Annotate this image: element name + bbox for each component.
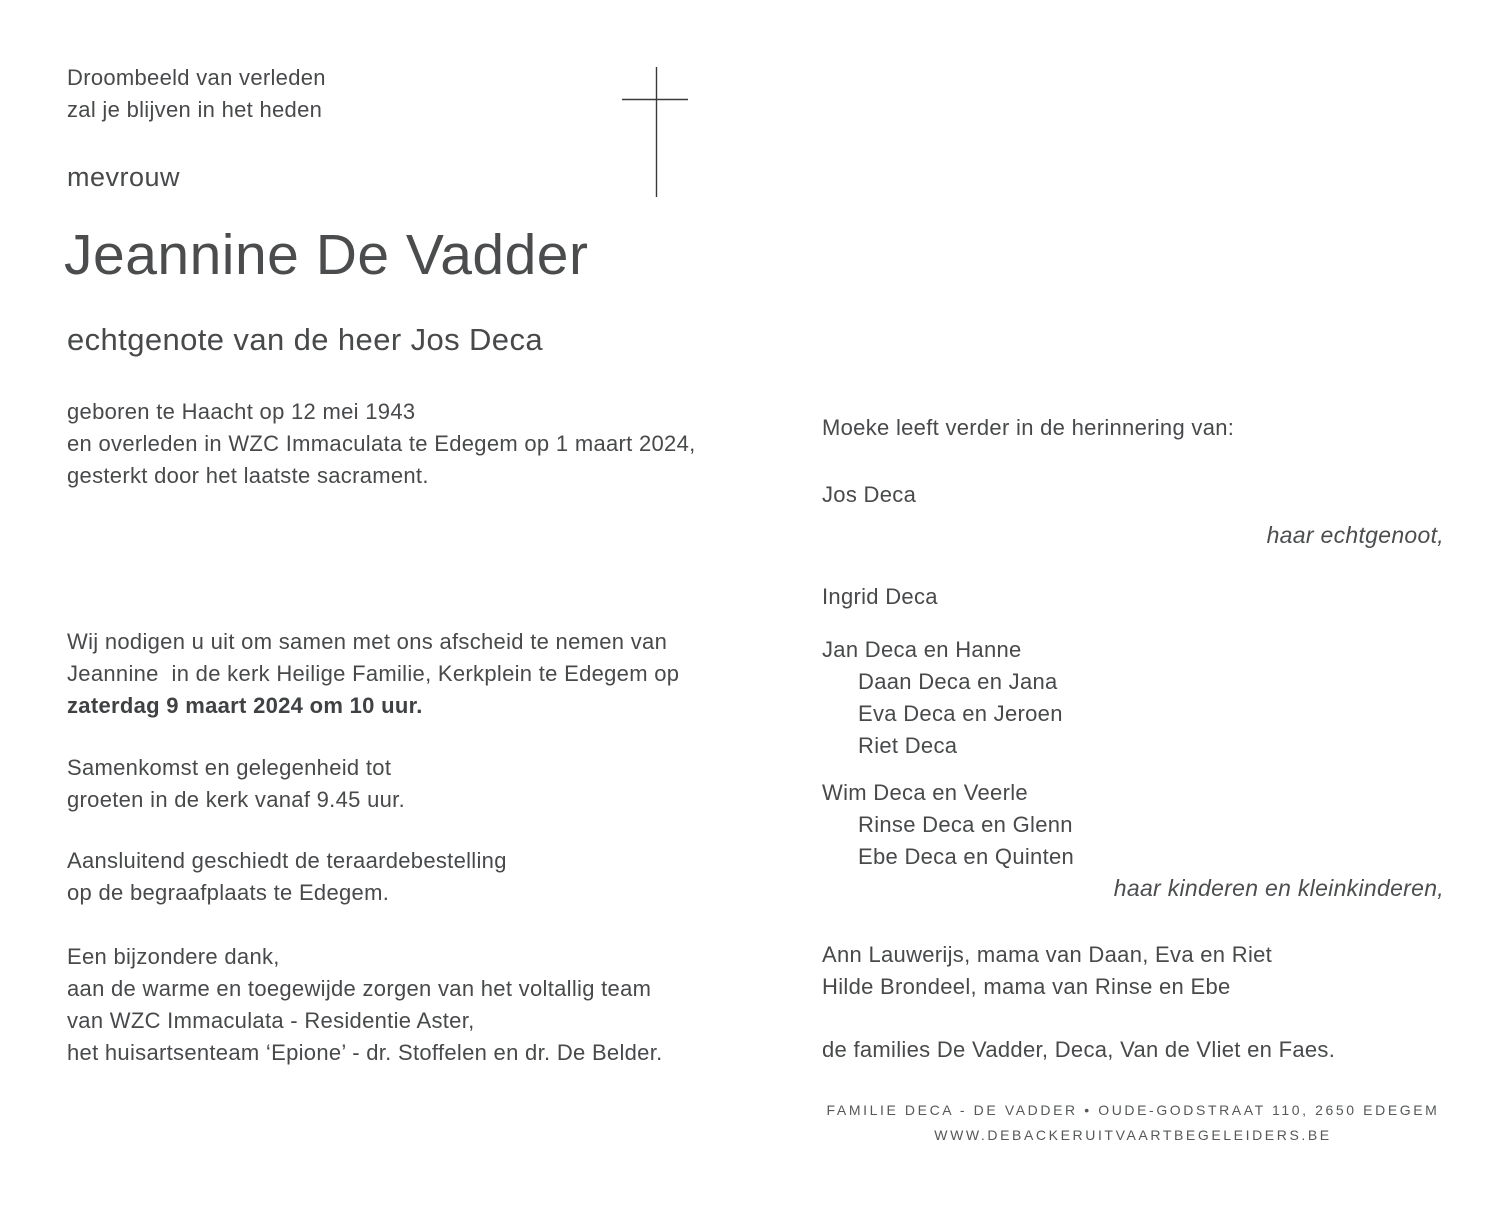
footer-family-address: FAMILIE DECA - DE VADDER • OUDE-GODSTRAAT 110, 2650 EDEGEM — [826, 1102, 1440, 1118]
grandchild-line: Daan Deca en Jana — [858, 669, 1058, 694]
thanks-line-3: van WZC Immaculata - Residentie Aster, — [67, 1008, 475, 1033]
deceased-relation: echtgenote van de heer Jos Deca — [67, 322, 543, 357]
acknowledgements — [67, 941, 663, 1069]
mother-line: Ann Lauwerijs, mama van Daan, Eva en Riet — [822, 942, 1273, 967]
funeral-invitation — [67, 626, 679, 722]
daughter-name: Ingrid Deca — [822, 584, 938, 609]
husband-name: Jos Deca — [822, 482, 917, 507]
memorial-intro: Moeke leeft verder in de herinnering van: — [822, 415, 1235, 440]
family-group-2 — [822, 777, 1444, 873]
life-dates — [67, 396, 696, 492]
family-1-children — [858, 666, 1444, 762]
mother-line: Hilde Brondeel, mama van Rinse en Ebe — [822, 974, 1231, 999]
gathering-line-2: groeten in de kerk vanaf 9.45 uur. — [67, 787, 405, 812]
thanks-line-4: het huisartsenteam ‘Epione’ - dr. Stoffelen en dr. De Belder. — [67, 1040, 663, 1065]
grandchild-line: Riet Deca — [858, 733, 958, 758]
funeral-datetime: zaterdag 9 maart 2024 om 10 uur. — [67, 693, 423, 718]
grandchild-line: Ebe Deca en Quinten — [858, 844, 1075, 869]
deceased-name: Jeannine De Vadder — [64, 223, 589, 287]
grandchild-line: Eva Deca en Jeroen — [858, 701, 1063, 726]
family-2-children — [858, 809, 1444, 873]
footer — [822, 1098, 1444, 1148]
extended-families: de families De Vadder, Deca, Van de Vliet en Faes. — [822, 1037, 1336, 1062]
salutation: mevrouw — [67, 162, 181, 192]
invitation-line-1: Wij nodigen u uit om samen met ons afscheid te nemen van — [67, 629, 668, 654]
life-line-1: geboren te Haacht op 12 mei 1943 — [67, 399, 416, 424]
grandchild-line: Rinse Deca en Glenn — [858, 812, 1073, 837]
gathering-line-1: Samenkomst en gelegenheid tot — [67, 755, 392, 780]
epigraph — [67, 62, 326, 126]
gathering-info — [67, 752, 405, 816]
family-group-1 — [822, 634, 1444, 762]
family-1-head: Jan Deca en Hanne — [822, 637, 1022, 662]
mothers — [822, 939, 1444, 1003]
husband-caption: haar echtgenoot, — [1266, 522, 1444, 548]
life-line-2: en overleden in WZC Immaculata te Edegem op 1 maart 2024, — [67, 431, 696, 456]
invitation-line-2: Jeannine in de kerk Heilige Familie, Kerkplein te Edegem op — [67, 661, 680, 686]
thanks-line-1: Een bijzondere dank, — [67, 944, 280, 969]
thanks-line-2: aan de warme en toegewijde zorgen van het voltallig team — [67, 976, 652, 1001]
epigraph-line-1: Droombeeld van verleden — [67, 65, 326, 90]
life-line-3: gesterkt door het laatste sacrament. — [67, 463, 429, 488]
footer-website: WWW.DEBACKERUITVAARTBEGELEIDERS.BE — [934, 1127, 1332, 1143]
latin-cross-icon — [615, 62, 695, 202]
family-2-head: Wim Deca en Veerle — [822, 780, 1028, 805]
epigraph-line-2: zal je blijven in het heden — [67, 97, 323, 122]
burial-line-1: Aansluitend geschiedt de teraardebestelling — [67, 848, 507, 873]
children-caption: haar kinderen en kleinkinderen, — [1113, 875, 1444, 901]
burial-line-2: op de begraafplaats te Edegem. — [67, 880, 390, 905]
burial-info — [67, 845, 507, 909]
